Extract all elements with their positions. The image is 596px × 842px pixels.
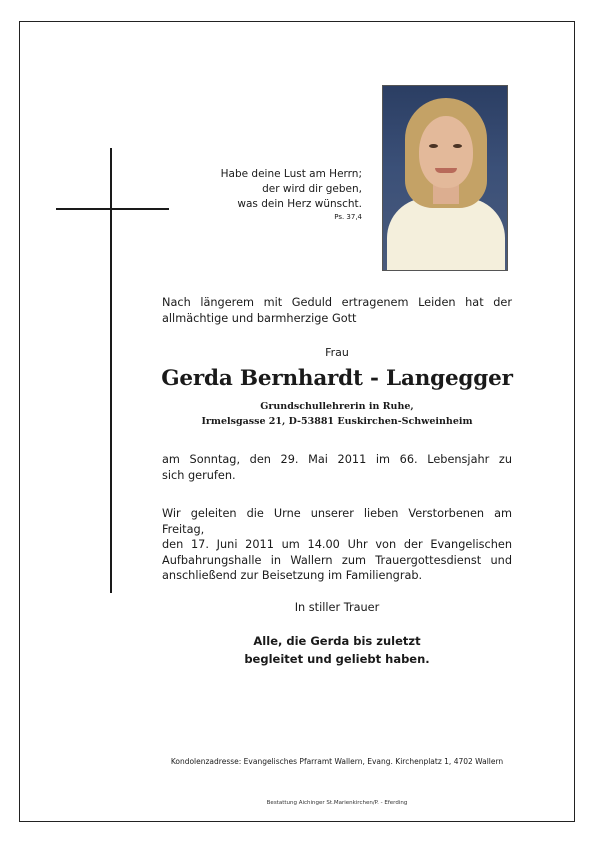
family-line: Alle, die Gerda bis zuletzt (253, 634, 421, 648)
salutation: Frau (325, 346, 349, 359)
cross-vertical-bar (110, 148, 112, 593)
family-line: begleitet und geliebt haben. (244, 652, 430, 666)
bible-quote (180, 167, 362, 223)
deceased-details (162, 399, 512, 429)
portrait-photo (382, 85, 508, 271)
death-line: am Sonntag, den 29. Mai 2011 im 66. Lebensjahr zu (162, 453, 512, 466)
intro-line: allmächtige und barmherzige Gott (162, 311, 357, 325)
intro-line: Nach längerem mit Geduld ertragenem Leiden hat der (162, 296, 512, 309)
mourning-line: In stiller Trauer (294, 601, 380, 614)
cross-horizontal-bar (56, 208, 169, 210)
intro-paragraph (162, 295, 512, 326)
deceased-address: Irmelsgasse 21, D-53881 Euskirchen-Schweinheim (201, 416, 473, 427)
death-paragraph (162, 452, 512, 483)
quote-line: Habe deine Lust am Herrn; (220, 168, 362, 180)
death-line: sich gerufen. (162, 468, 236, 482)
quote-line: was dein Herz wünscht. (237, 198, 362, 210)
funeral-line: Wir geleiten die Urne unserer lieben Verstorbenen am Freitag, (162, 507, 512, 536)
quote-line: der wird dir geben, (262, 183, 362, 195)
deceased-occupation: Grundschullehrerin in Ruhe, (260, 401, 414, 412)
funeral-line: den 17. Juni 2011 um 14.00 Uhr von der Evangelischen (162, 538, 512, 551)
quote-reference: Ps. 37,4 (334, 213, 362, 221)
funeral-paragraph (162, 506, 512, 584)
funeral-line: anschließend zur Beisetzung im Familiengrab. (162, 569, 423, 582)
photo-mouth (435, 168, 457, 173)
condolence-address: Kondolenzadresse: Evangelisches Pfarramt Wallern, Evang. Kirchenplatz 1, 4702 Wallern (170, 757, 504, 766)
photo-eye (429, 144, 438, 148)
photo-eye (453, 144, 462, 148)
family-signature (162, 632, 512, 668)
photo-face (419, 116, 473, 188)
funeral-line: Aufbahrungshalle in Wallern zum Trauergottesdienst und (162, 553, 512, 567)
funeral-home-footer: Bestattung Aichinger St.Marienkirchen/P. - Eferding (266, 800, 408, 806)
photo-shirt (387, 198, 505, 271)
deceased-name: Gerda Bernhardt - Langegger (161, 366, 513, 391)
